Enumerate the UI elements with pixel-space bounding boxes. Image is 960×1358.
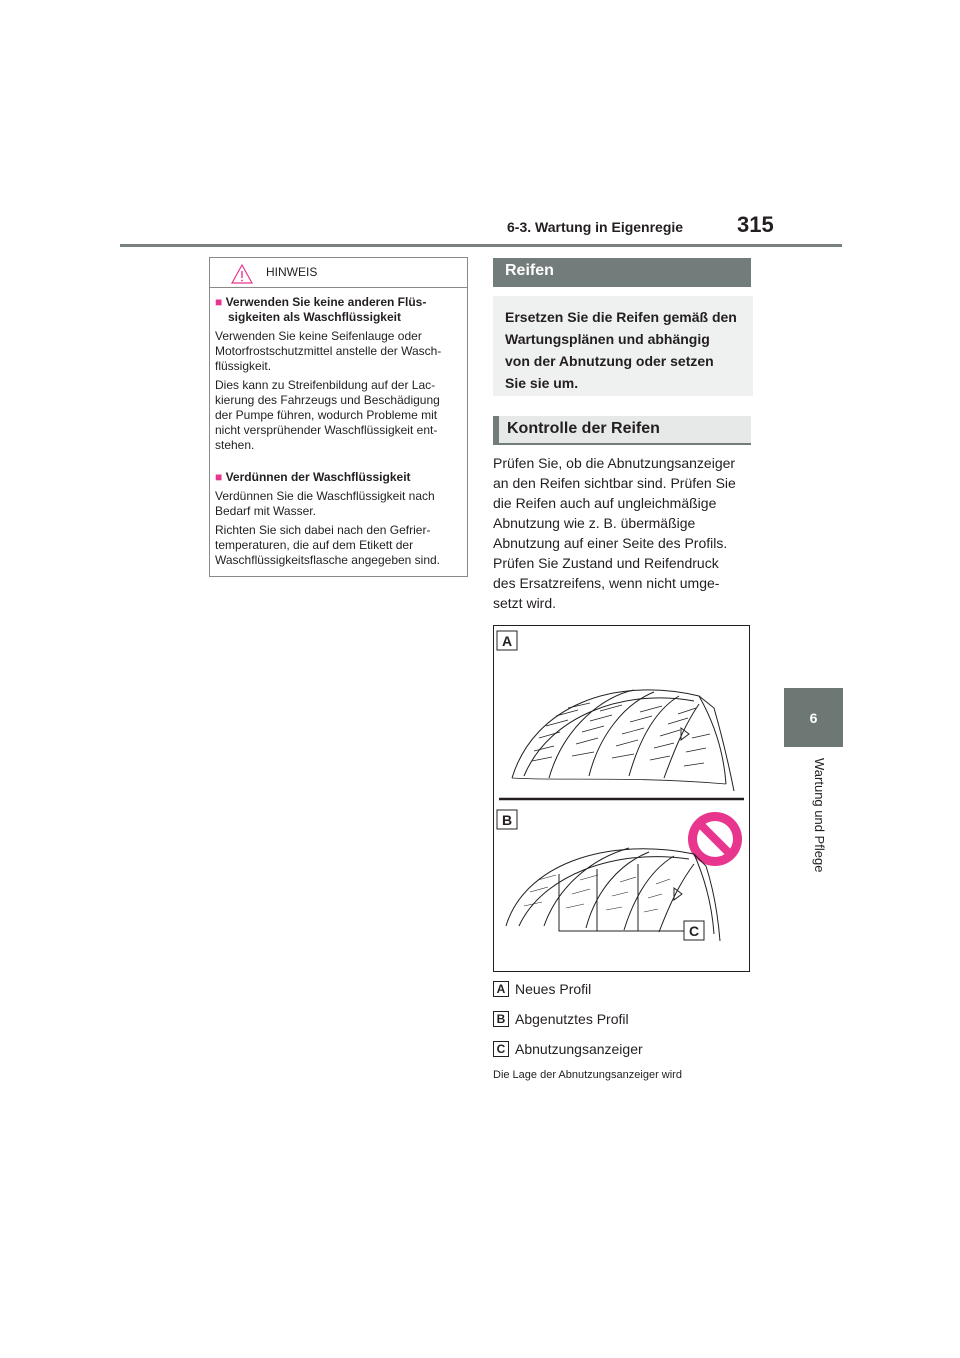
body-paragraph: Prüfen Sie, ob die Abnutzungsanzeiger an den Reifen sichtbar sind. Prüfen Sie die Reifen auch auf ungleichmäßige Abnutzung wie z. B. übermäßige Abnutzung auf einer Seite des Profils. — [493, 455, 736, 551]
notice-item-heading-cont: sigkeiten als Waschflüssigkeit — [228, 310, 401, 324]
notice-header — [210, 258, 467, 288]
square-bullet-icon: ■ — [215, 470, 223, 484]
notice-box — [209, 257, 468, 577]
legend-tag: B — [493, 1011, 509, 1027]
new-tread-lines — [532, 703, 710, 766]
tire-illustration — [494, 626, 749, 971]
legend-item-b: B Abgenutztes Profil — [493, 1011, 629, 1027]
legend-item-c: C Abnutzungsanzeiger — [493, 1041, 643, 1057]
figure-label-c: C — [688, 923, 700, 939]
legend-tag: C — [493, 1041, 509, 1057]
figure-label-b: B — [501, 812, 513, 828]
legend-tag: A — [493, 981, 509, 997]
header-rule — [120, 244, 842, 247]
legend-item-a: A Neues Profil — [493, 981, 591, 997]
chapter-number: 6 — [809, 709, 818, 726]
new-tire-drawing — [512, 690, 734, 791]
summary-box: Ersetzen Sie die Reifen gemäß den Wartungsplänen und abhängig von der Abnutzung oder setzen Sie sie um. — [493, 296, 753, 396]
square-bullet-icon: ■ — [215, 295, 223, 309]
chapter-label: Wartung und Pflege — [812, 758, 827, 873]
wear-indicator-leaders — [559, 864, 684, 931]
notice-title: HINWEIS — [266, 265, 318, 279]
figure-label-a: A — [501, 633, 513, 649]
subsection-heading-kontrolle: Kontrolle der Reifen — [493, 416, 751, 445]
notice-item-heading: ■ Verwenden Sie keine anderen Flüs- — [215, 295, 427, 309]
warning-icon — [231, 264, 253, 284]
body-paragraph: Prüfen Sie Zustand und Reifendruck des Ersatzreifens, wenn nicht umge- setzt wird. — [493, 555, 720, 611]
chapter-tab — [784, 688, 843, 747]
section-heading-reifen: Reifen — [493, 258, 751, 287]
notice-item-heading: ■ Verdünnen der Waschflüssigkeit — [215, 470, 411, 484]
section-title: 6-3. Wartung in Eigenregie — [507, 219, 684, 235]
tire-tread-figure — [493, 625, 750, 972]
notice-paragraph: Verdünnen Sie die Waschflüssigkeit nach Bedarf mit Wasser. — [215, 489, 435, 518]
footnote: Die Lage der Abnutzungsanzeiger wird — [493, 1069, 682, 1081]
notice-paragraph: Verwenden Sie keine Seifenlauge oder Motorfrostschutzmittel anstelle der Wasch- flüssigkeit. — [215, 329, 442, 373]
notice-paragraph: Richten Sie sich dabei nach den Gefrier- temperaturen, die auf dem Etikett der Waschflüssigkeitsflasche angegeben sind. — [215, 523, 441, 567]
page-number: 315 — [737, 212, 774, 237]
notice-paragraph: Dies kann zu Streifenbildung auf der Lac- kierung des Fahrzeugs und Beschädigung der Pumpe führen, wodurch Probleme mit nicht versprühender Waschflüssigkeit ent- stehen. — [215, 378, 440, 452]
